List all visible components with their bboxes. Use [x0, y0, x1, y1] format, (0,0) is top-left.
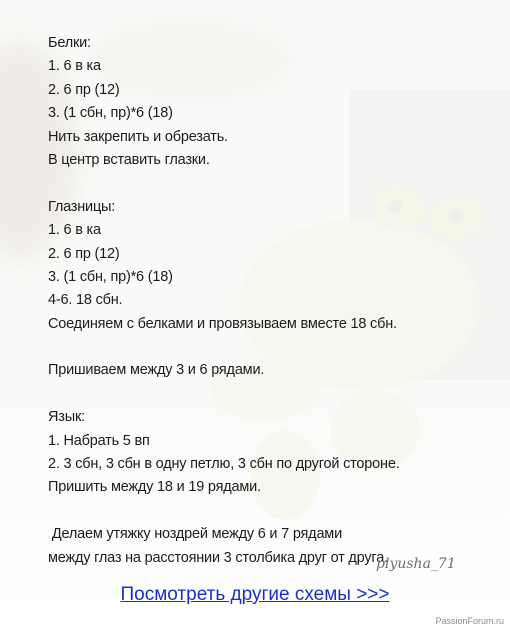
section-heading-belki: Белки: — [48, 35, 91, 51]
blank-line — [48, 500, 488, 523]
more-patterns-link[interactable]: Посмотреть другие схемы >>> — [120, 584, 390, 605]
pattern-line: 3. (1 сбн, пр)*6 (18) — [48, 105, 173, 122]
pattern-line: 1. 6 в ка — [48, 58, 101, 75]
pattern-line: 3. (1 сбн, пр)*6 (18) — [48, 268, 173, 285]
pattern-line: Соединяем с белками и провязываем вместе 18 сбн. — [48, 315, 397, 332]
pattern-line: Пришиваем между 3 и 6 рядами. — [48, 362, 265, 379]
pattern-line: Делаем утяжку ноздрей между 6 и 7 рядами — [48, 526, 342, 543]
pattern-text — [48, 32, 488, 570]
pattern-line: 4-6. 18 сбн. — [48, 292, 123, 309]
blank-line — [48, 172, 488, 195]
site-watermark: PassionForum.ru — [435, 616, 504, 626]
pattern-line: 2. 6 пр (12) — [48, 81, 120, 98]
blank-line — [48, 383, 488, 406]
pattern-line: Пришить между 18 и 19 рядами. — [48, 479, 261, 496]
blank-line — [48, 336, 488, 359]
pattern-line: между глаз на расстоянии 3 столбика друг от друга. — [48, 549, 388, 566]
section-heading-yazyk: Язык: — [48, 409, 85, 426]
pattern-line: 2. 3 сбн, 3 сбн в одну петлю, 3 сбн по другой стороне. — [48, 456, 400, 473]
pattern-line: 2. 6 пр (12) — [48, 245, 120, 262]
author-signature: plyusha_71 — [376, 556, 456, 572]
pattern-line: 1. 6 в ка — [48, 222, 101, 239]
pattern-line: 1. Набрать 5 вп — [48, 432, 150, 449]
pattern-line: Нить закрепить и обрезать. — [48, 128, 228, 145]
section-heading-glaznitsy: Глазницы: — [48, 198, 116, 215]
pattern-line: В центр вставить глазки. — [48, 151, 210, 168]
